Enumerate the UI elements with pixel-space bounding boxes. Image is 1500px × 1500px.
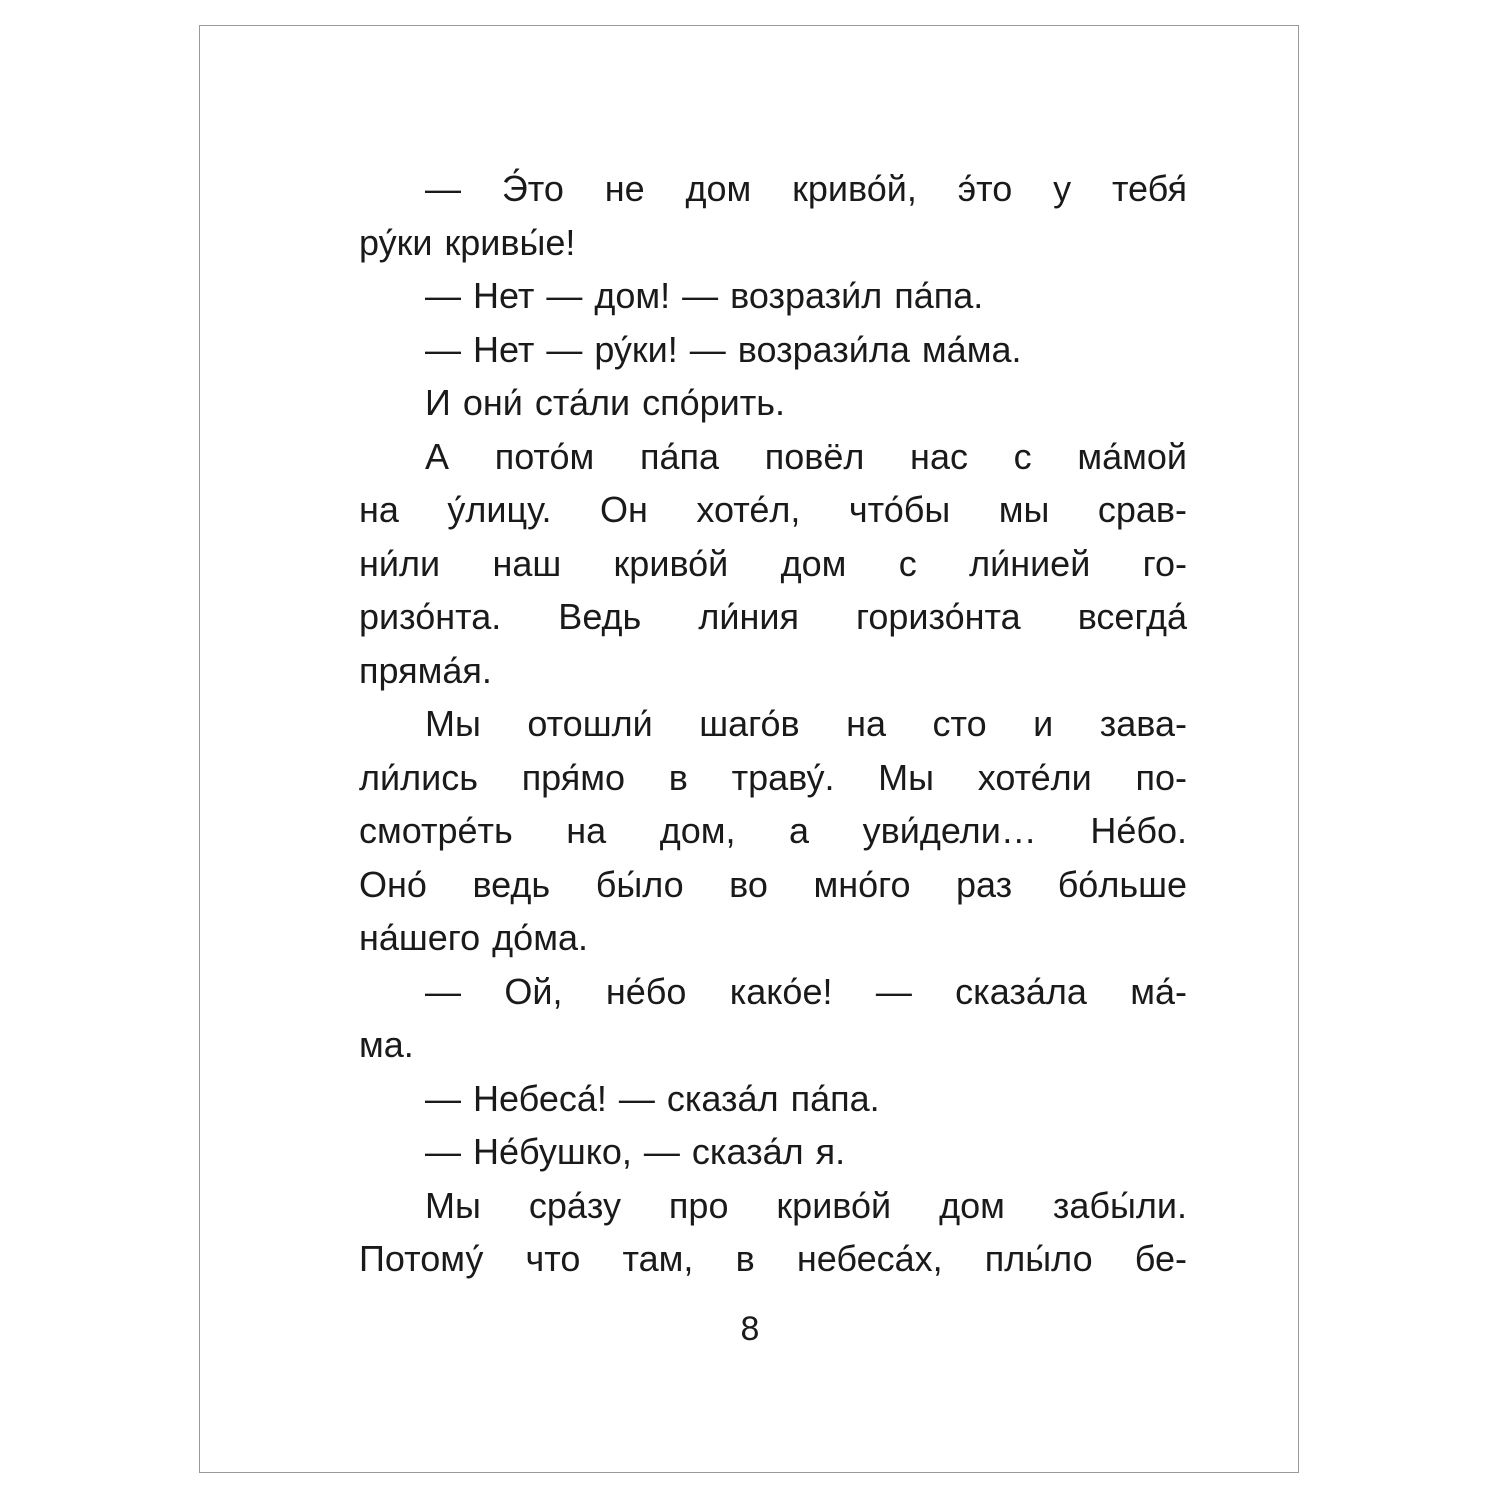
- text-line: смотре́ть на дом, а уви́дели… Не́бо.: [359, 810, 1187, 851]
- text-line: — Нет — дом! — возрази́л па́па.: [425, 275, 984, 316]
- text-line: — Ой, не́бо како́е! — сказа́ла ма́-: [425, 970, 1187, 1012]
- text-line: на́шего до́ма.: [359, 917, 588, 958]
- text-line: Потому́ что там, в небеса́х, плы́ло бе-: [359, 1238, 1187, 1279]
- text-line: ризо́нта. Ведь ли́ния горизо́нта всегда́: [359, 596, 1187, 637]
- text-line: пряма́я.: [359, 649, 492, 691]
- text-line: — Нет — ру́ки! — возрази́ла ма́ма.: [425, 328, 1022, 370]
- text-line: Мы отошли́ шаго́в на сто и зава-: [425, 703, 1187, 744]
- text-line: Оно́ ведь бы́ло во мно́го раз бо́льше: [359, 863, 1187, 905]
- text-line: на у́лицу. Он хоте́л, что́бы мы срав-: [359, 489, 1187, 530]
- text-line: Мы сра́зу про криво́й дом забы́ли.: [425, 1184, 1187, 1226]
- text-line: ли́лись пря́мо в траву́. Мы хоте́ли по-: [359, 756, 1187, 798]
- text-line: ма.: [359, 1024, 414, 1065]
- text-line: ни́ли наш криво́й дом с ли́нией го-: [359, 542, 1187, 584]
- page-text: [359, 162, 1187, 1286]
- text-line: — Э́то не дом криво́й, э́то у тебя́: [425, 168, 1187, 209]
- text-line: И они́ ста́ли спо́рить.: [425, 382, 786, 423]
- text-line: — Небеса́! — сказа́л па́па.: [425, 1077, 880, 1119]
- page-number: 8: [740, 1310, 760, 1348]
- text-line: — Не́бушко, — сказа́л я.: [425, 1131, 846, 1172]
- text-line: А пото́м па́па повёл нас с ма́мой: [425, 435, 1187, 477]
- text-line: ру́ки кривы́е!: [359, 221, 576, 263]
